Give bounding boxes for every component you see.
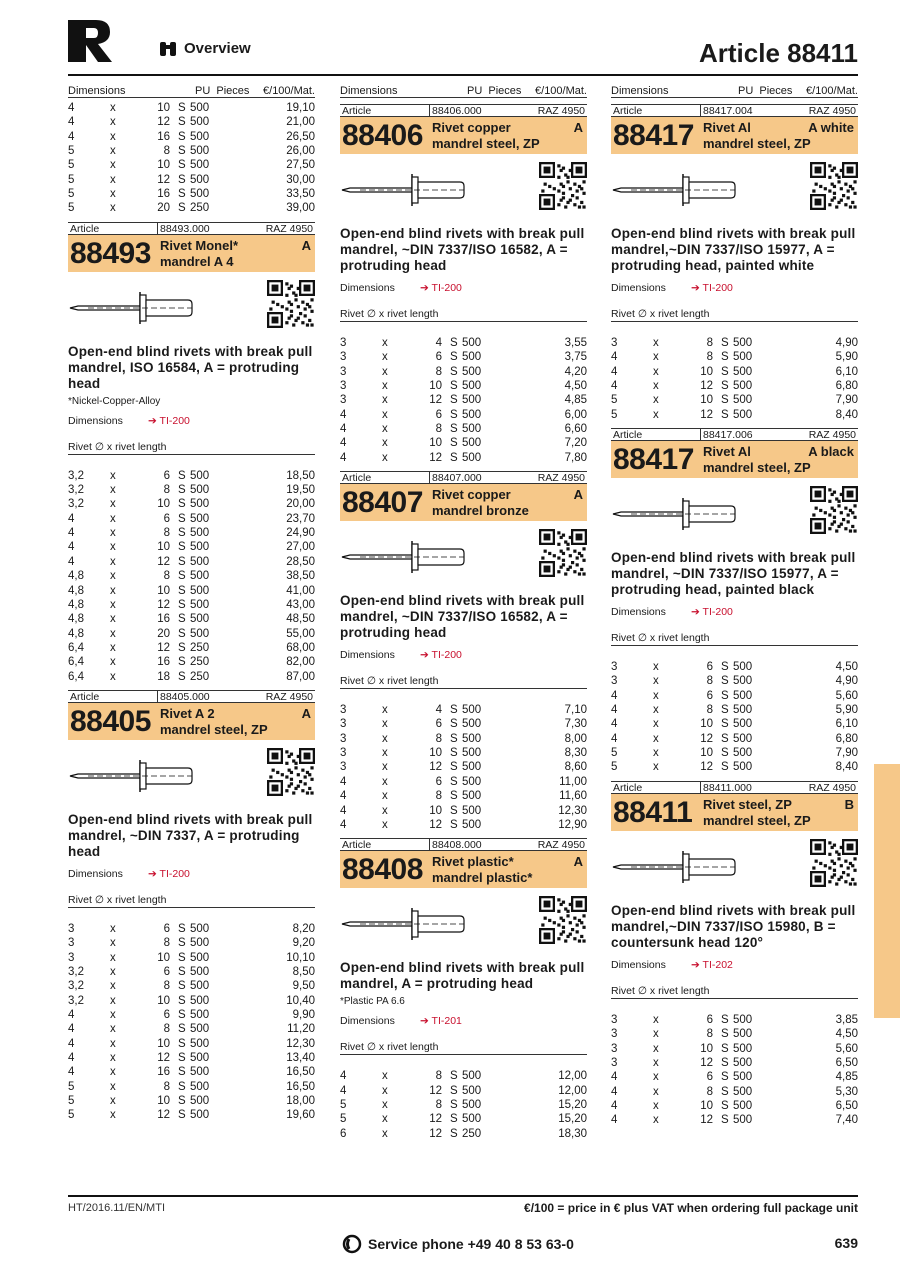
table-row: 3 x 6 S 500 7,30 — [340, 718, 587, 731]
qr-code-icon — [267, 280, 315, 328]
price-note: €/100 = price in € plus VAT when ordering full package unit — [524, 1201, 858, 1215]
product-title: Open-end blind rivets with break pull mandrel, ISO 16584, A = protruding head — [68, 343, 313, 391]
qr-code-icon — [539, 162, 587, 210]
product-title: Open-end blind rivets with break pull mandrel, ~DIN 7337/ISO 15977, A = protruding head, painted black — [611, 550, 856, 598]
table-row: 4 x 6 S 500 4,85 — [611, 1071, 858, 1084]
qr-code-icon — [539, 529, 587, 577]
product-head-type: A — [573, 120, 583, 135]
rivet-length-label: Rivet ∅ x rivet length — [340, 1041, 587, 1055]
dimensions-link-row: Dimensions ➔ TI-200 — [68, 867, 190, 880]
table-row: 4 x 12 S 500 7,80 — [340, 451, 587, 464]
article-number: 88411 — [613, 795, 693, 829]
table-row: 3 x 8 S 500 8,00 — [340, 732, 587, 745]
article-number-box[interactable] — [340, 851, 587, 888]
table-row: 5 x 12 S 500 19,60 — [68, 1109, 315, 1122]
rivet-drawing-icon — [340, 539, 530, 575]
dimension-table — [340, 1069, 587, 1141]
product-material: Rivet Al — [703, 120, 751, 135]
column-2 — [340, 84, 587, 1141]
product-title: Open-end blind rivets with break pull mandrel, ~DIN 7337/ISO 16582, A = protruding head — [340, 226, 585, 273]
product-material: Rivet A 2 — [160, 705, 215, 721]
page-number: 639 — [834, 1235, 858, 1251]
table-row: 4 x 8 S 500 5,90 — [611, 351, 858, 364]
product-88411 — [611, 781, 858, 1128]
table-row: 4 x 12 S 500 6,80 — [611, 732, 858, 745]
table-row: 3 x 6 S 500 8,20 — [68, 922, 315, 935]
table-row: 4,8 x 20 S 500 55,00 — [68, 627, 315, 640]
qr-code-icon — [810, 839, 858, 887]
product-material: Rivet steel, ZP — [703, 796, 792, 812]
product-mandrel: mandrel steel, ZP — [703, 136, 811, 151]
product-material: Rivet copper — [432, 487, 511, 503]
table-row: 4 x 16 S 500 16,50 — [68, 1066, 315, 1079]
qr-code-icon — [267, 748, 315, 796]
product-88407 — [340, 471, 587, 832]
table-row: 3 x 8 S 500 4,20 — [340, 365, 587, 378]
article-number: 88417 — [613, 443, 694, 477]
product-mandrel: mandrel steel, ZP — [703, 460, 811, 476]
article-number: 88407 — [342, 486, 423, 520]
table-row: 3 x 6 S 500 4,50 — [611, 661, 858, 674]
table-row: 3 x 6 S 500 3,85 — [611, 1013, 858, 1026]
dimension-table — [340, 703, 587, 832]
product-title: Open-end blind rivets with break pull mandrel,~DIN 7337/ISO 15977, A = protruding head, painted white — [611, 226, 856, 273]
table-row: 4,8 x 10 S 500 41,00 — [68, 584, 315, 597]
product-title: Open-end blind rivets with break pull mandrel, ~DIN 7337/ISO 16582, A = protruding head — [340, 593, 585, 641]
product-image — [611, 837, 858, 893]
dimension-table — [68, 922, 315, 1123]
product-88406 — [340, 104, 587, 465]
product-88493 — [68, 222, 315, 684]
table-row: 4 x 8 S 500 11,20 — [68, 1023, 315, 1036]
table-header: Dimensions PU Pieces €/100/Mat. — [611, 85, 858, 97]
chapter-tab[interactable] — [874, 764, 900, 1018]
table-row: 5 x 16 S 500 33,50 — [68, 188, 315, 201]
table-row: 3 x 12 S 500 4,85 — [340, 394, 587, 407]
product-material: Rivet copper — [432, 120, 511, 135]
dimensions-link-row: Dimensions ➔ TI-201 — [340, 1015, 462, 1028]
product-image — [611, 160, 858, 216]
ti-link[interactable]: ➔ TI-200 — [148, 414, 190, 427]
product-88405 — [68, 690, 315, 1123]
binoculars-icon — [158, 41, 180, 57]
table-row: 4 x 10 S 500 12,30 — [68, 1037, 315, 1050]
product-head-type: A — [301, 705, 311, 721]
article-strip: Article 88406.000 RAZ 4950 — [342, 105, 585, 117]
product-head-type: A — [301, 237, 311, 253]
article-number-box[interactable] — [611, 794, 858, 831]
service-phone-text: Service phone +49 40 8 53 63-0 — [368, 1236, 574, 1252]
table-row: 4 x 12 S 500 12,90 — [340, 818, 587, 831]
qr-code-icon — [810, 162, 858, 210]
qr-code-icon — [810, 486, 858, 534]
ti-link[interactable]: ➔ TI-202 — [691, 958, 733, 971]
article-number-box[interactable] — [611, 441, 858, 478]
column-3 — [611, 84, 858, 1128]
product-image — [68, 278, 315, 334]
rivet-drawing-icon — [340, 906, 530, 942]
article-number-box[interactable] — [611, 117, 858, 154]
article-number: 88408 — [342, 853, 423, 887]
product-title: Open-end blind rivets with break pull mandrel, ~DIN 7337, A = protruding head — [68, 811, 313, 859]
dimensions-link-row: Dimensions ➔ TI-200 — [611, 606, 733, 619]
product-mandrel: mandrel steel, ZP — [703, 812, 811, 828]
article-strip: Article 88417.006 RAZ 4950 — [613, 429, 856, 442]
table-row: 5 x 8 S 500 16,50 — [68, 1080, 315, 1093]
bottom-divider — [68, 1195, 858, 1197]
table-row: 4 x 8 S 500 24,90 — [68, 527, 315, 540]
product-note: *Nickel-Copper-Alloy — [68, 395, 161, 407]
rivet-drawing-icon — [68, 290, 258, 326]
article-number: 88417 — [613, 119, 694, 152]
table-row: 5 x 12 S 500 8,40 — [611, 761, 858, 774]
table-row: 4 x 10 S 500 6,10 — [611, 718, 858, 731]
ti-link[interactable]: ➔ TI-200 — [148, 867, 190, 880]
table-row: 4 x 12 S 500 28,50 — [68, 555, 315, 568]
table-row: 5 x 8 S 500 15,20 — [340, 1098, 587, 1111]
product-head-type: A — [573, 487, 583, 503]
rivet-drawing-icon — [611, 172, 801, 208]
table-row: 3 x 8 S 500 9,20 — [68, 937, 315, 950]
table-row: 5 x 10 S 500 18,00 — [68, 1095, 315, 1108]
article-number-box[interactable] — [340, 484, 587, 521]
table-row: 4 x 12 S 500 12,00 — [340, 1084, 587, 1097]
table-row: 3 x 8 S 500 4,90 — [611, 675, 858, 688]
table-row: 3,2 x 10 S 500 10,40 — [68, 994, 315, 1007]
table-row: 3,2 x 6 S 500 8,50 — [68, 965, 315, 978]
table-row: 3,2 x 6 S 500 18,50 — [68, 469, 315, 482]
article-number: 88406 — [342, 119, 423, 152]
rivet-length-label: Rivet ∅ x rivet length — [68, 894, 315, 908]
phone-icon — [342, 1234, 364, 1254]
table-row: 3 x 4 S 500 3,55 — [340, 337, 587, 349]
table-header: Dimensions PU Pieces €/100/Mat. — [68, 85, 315, 97]
table-row: 4 x 8 S 500 6,60 — [340, 423, 587, 436]
ti-link[interactable]: ➔ TI-200 — [420, 282, 462, 294]
rivet-length-label: Rivet ∅ x rivet length — [611, 632, 858, 646]
product-image — [340, 160, 587, 216]
table-row: 4 x 8 S 500 5,30 — [611, 1085, 858, 1098]
table-row: 5 x 8 S 500 26,00 — [68, 145, 315, 158]
table-row: 3 x 10 S 500 4,50 — [340, 380, 587, 393]
table-row: 3 x 10 S 500 5,60 — [611, 1042, 858, 1055]
table-row: 3,2 x 8 S 500 19,50 — [68, 484, 315, 497]
table-row: 5 x 10 S 500 7,90 — [611, 394, 858, 407]
table-row: 3 x 10 S 500 10,10 — [68, 951, 315, 964]
product-head-type: A — [573, 854, 583, 870]
table-row: 4 x 12 S 500 7,40 — [611, 1114, 858, 1127]
product-mandrel: mandrel steel, ZP — [160, 721, 268, 737]
dimensions-link-row: Dimensions ➔ TI-202 — [611, 958, 733, 971]
table-row: 4 x 12 S 500 13,40 — [68, 1052, 315, 1064]
table-row: 4 x 16 S 500 26,50 — [68, 130, 315, 143]
dimensions-link-row: Dimensions ➔ TI-200 — [611, 282, 733, 294]
table-row: 5 x 20 S 250 39,00 — [68, 202, 315, 215]
table-row: 3 x 8 S 500 4,90 — [611, 337, 858, 349]
ti-link[interactable]: ➔ TI-200 — [691, 606, 733, 619]
top-divider — [68, 74, 858, 76]
rivet-length-label: Rivet ∅ x rivet length — [340, 308, 587, 322]
company-logo — [66, 18, 114, 64]
article-strip: Article 88405.000 RAZ 4950 — [70, 690, 313, 703]
overview-label: Overview — [184, 40, 251, 57]
dimension-table — [611, 336, 858, 422]
table-row: 4 x 10 S 500 27,00 — [68, 541, 315, 554]
table-row: 5 x 12 S 500 8,40 — [611, 408, 858, 421]
table-row: 4 x 6 S 500 9,90 — [68, 1008, 315, 1021]
ti-link[interactable]: ➔ TI-200 — [691, 282, 733, 294]
rivet-length-label: Rivet ∅ x rivet length — [611, 308, 858, 322]
table-row: 4 x 6 S 500 11,00 — [340, 775, 587, 788]
article-strip: Article 88417.004 RAZ 4950 — [613, 105, 856, 117]
table-row: 5 x 10 S 500 7,90 — [611, 747, 858, 760]
article-strip: Article 88407.000 RAZ 4950 — [342, 472, 585, 485]
table-row: 4 x 8 S 500 11,60 — [340, 790, 587, 803]
table-row: 3 x 12 S 500 8,60 — [340, 761, 587, 774]
article-number-box[interactable] — [68, 703, 315, 740]
table-row: 6,4 x 18 S 250 87,00 — [68, 670, 315, 683]
product-head-type: A white — [808, 120, 854, 135]
rivet-length-label: Rivet ∅ x rivet length — [340, 675, 587, 689]
table-row: 5 x 12 S 500 30,00 — [68, 173, 315, 186]
document-code: HT/2016.11/EN/MTI — [68, 1202, 165, 1214]
dimension-table — [68, 469, 315, 684]
dimensions-link-row: Dimensions ➔ TI-200 — [340, 649, 462, 662]
article-strip: Article 88408.000 RAZ 4950 — [342, 839, 585, 852]
product-title: Open-end blind rivets with break pull mandrel, A = protruding head — [340, 960, 585, 992]
dimension-table — [611, 660, 858, 775]
product-image — [340, 894, 587, 950]
table-row: 6 x 12 S 250 18,30 — [340, 1127, 587, 1140]
table-row: 4 x 6 S 500 23,70 — [68, 512, 315, 525]
table-row: 3 x 12 S 500 6,50 — [611, 1056, 858, 1069]
rivet-length-label: Rivet ∅ x rivet length — [68, 441, 315, 455]
product-image — [340, 527, 587, 583]
table-row: 4 x 10 S 500 6,10 — [611, 365, 858, 378]
article-number-box[interactable] — [340, 117, 587, 154]
table-row: 6,4 x 16 S 250 82,00 — [68, 656, 315, 669]
table-row: 4 x 10 S 500 19,10 — [68, 102, 315, 114]
product-mandrel: mandrel A 4 — [160, 253, 234, 269]
rivet-drawing-icon — [611, 496, 801, 532]
product-image — [611, 484, 858, 540]
table-row: 4 x 10 S 500 7,20 — [340, 437, 587, 450]
column-1 — [68, 84, 315, 1123]
product-mandrel: mandrel bronze — [432, 503, 529, 519]
article-strip: Article 88493.000 RAZ 4950 — [70, 222, 313, 235]
product-material: Rivet Al — [703, 444, 751, 460]
table-row: 4 x 12 S 500 21,00 — [68, 116, 315, 129]
product-note: *Plastic PA 6.6 — [340, 996, 405, 1008]
table-row: 3 x 8 S 500 4,50 — [611, 1028, 858, 1041]
article-strip: Article 88411.000 RAZ 4950 — [613, 781, 856, 794]
product-title: Open-end blind rivets with break pull mandrel,~DIN 7337/ISO 15980, B = countersunk head 120° — [611, 902, 856, 950]
product-material: Rivet Monel* — [160, 237, 239, 253]
table-row: 4 x 8 S 500 5,90 — [611, 704, 858, 717]
table-header: Dimensions PU Pieces €/100/Mat. — [340, 85, 587, 97]
table-row: 4 x 8 S 500 12,00 — [340, 1070, 587, 1083]
table-row: 4,8 x 16 S 500 48,50 — [68, 613, 315, 626]
product-image — [68, 746, 315, 802]
rivet-length-label: Rivet ∅ x rivet length — [611, 985, 858, 999]
table-row: 3,2 x 8 S 500 9,50 — [68, 980, 315, 993]
table-row: 3 x 10 S 500 8,30 — [340, 747, 587, 760]
table-row: 4 x 6 S 500 6,00 — [340, 408, 587, 421]
table-row: 4 x 12 S 500 6,80 — [611, 380, 858, 393]
article-number: 88405 — [70, 704, 151, 738]
table-row: 5 x 12 S 500 15,20 — [340, 1113, 587, 1126]
article-number: 88493 — [70, 236, 151, 270]
service-phone[interactable] — [342, 1234, 574, 1254]
ti-link[interactable]: ➔ TI-201 — [420, 1015, 462, 1028]
dimension-table — [340, 336, 587, 465]
table-row: 3 x 4 S 500 7,10 — [340, 704, 587, 717]
rivet-drawing-icon — [611, 849, 801, 885]
product-head-type: B — [844, 796, 854, 812]
product-88408 — [340, 838, 587, 1141]
product-mandrel: mandrel plastic* — [432, 870, 533, 886]
product-material: Rivet plastic* — [432, 854, 514, 870]
table-row: 5 x 10 S 500 27,50 — [68, 159, 315, 172]
qr-code-icon — [539, 896, 587, 944]
table-row: 4 x 10 S 500 6,50 — [611, 1099, 858, 1112]
product-mandrel: mandrel steel, ZP — [432, 136, 540, 151]
table-row: 4 x 10 S 500 12,30 — [340, 804, 587, 817]
dimension-table — [611, 1013, 858, 1128]
ti-link[interactable]: ➔ TI-200 — [420, 649, 462, 662]
dimensions-link-row: Dimensions ➔ TI-200 — [68, 414, 190, 427]
dimensions-link-row: Dimensions ➔ TI-200 — [340, 282, 462, 294]
rivet-drawing-icon — [340, 172, 530, 208]
product-88417-white — [611, 104, 858, 422]
table-row: 4 x 6 S 500 5,60 — [611, 689, 858, 702]
table-row: 6,4 x 12 S 250 68,00 — [68, 641, 315, 654]
table-row: 3 x 6 S 500 3,75 — [340, 351, 587, 364]
product-88417-black — [611, 428, 858, 775]
rivet-drawing-icon — [68, 758, 258, 794]
table-row: 3,2 x 10 S 500 20,00 — [68, 498, 315, 511]
page-title: Article 88411 — [698, 38, 858, 68]
table-row: 4,8 x 12 S 500 43,00 — [68, 598, 315, 611]
dimension-table — [68, 101, 315, 216]
table-row: 4,8 x 8 S 500 38,50 — [68, 570, 315, 583]
article-number-box[interactable] — [68, 235, 315, 272]
overview-link[interactable] — [158, 40, 251, 57]
product-head-type: A black — [808, 444, 854, 460]
